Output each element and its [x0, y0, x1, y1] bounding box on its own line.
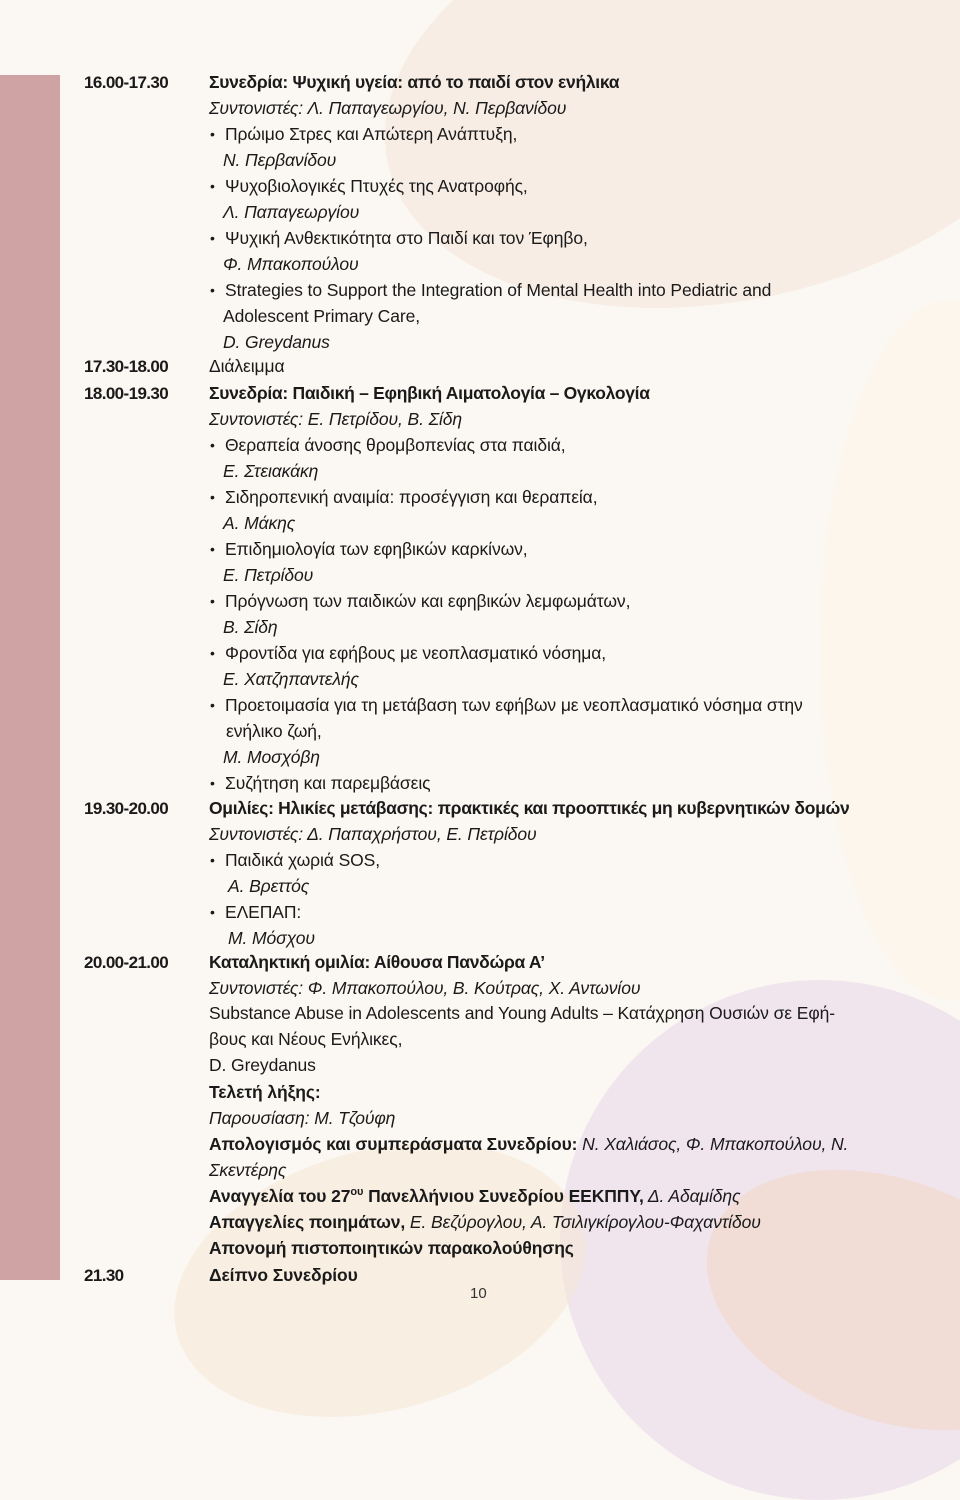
time-slot: 17.30-18.00 — [84, 357, 169, 376]
poems-label: Απαγγελίες ποιημάτων, — [209, 1212, 406, 1232]
certificates-line: Απονομή πιστοποιητικών παρακολούθησης — [209, 1238, 574, 1258]
summary-line — [209, 1134, 848, 1155]
talk-title: • Επιδημιολογία των εφηβικών καρκίνων, — [210, 539, 528, 560]
speaker: Β. Σίδη — [223, 617, 278, 637]
talk-title: • Προετοιμασία για τη μετάβαση των εφήβων με νεοπλασματικό νόσημα στην — [210, 695, 803, 716]
poems-names: Ε. Βεζύρογλου, Α. Τσιλιγκίρογλου-Φαχαντίδου — [405, 1212, 761, 1232]
talk-title: • Ψυχοβιολογικές Πτυχές της Ανατροφής, — [210, 176, 528, 197]
session-coordinators: Συντονιστές: Λ. Παπαγεωργίου, Ν. Περβανίδου — [209, 98, 567, 118]
session-coordinators: Συντονιστές: Δ. Παπαχρήστου, Ε. Πετρίδου — [209, 824, 537, 844]
session-title: Συνεδρία: Ψυχική υγεία: από το παιδί στον ενήλικα — [209, 72, 620, 92]
time-slot: 21.30 — [84, 1266, 124, 1285]
summary-label: Απολογισμός και συμπεράσματα Συνεδρίου: — [209, 1134, 578, 1154]
closing-presentation: Παρουσίαση: Μ. Τζούφη — [209, 1108, 396, 1128]
break-label: Διάλειμμα — [209, 356, 285, 376]
dinner-line: Δείπνο Συνεδρίου — [209, 1265, 358, 1285]
talk-title-continued: βους και Νέους Ενήλικες, — [209, 1029, 403, 1049]
decorative-side-strip — [0, 75, 60, 1280]
time-slot: 18.00-19.30 — [84, 384, 169, 403]
talk-title: • Πρώιμο Στρες και Απώτερη Ανάπτυξη, — [210, 124, 517, 145]
talk-title: • Παιδικά χωριά SOS, — [210, 850, 380, 871]
talk-title: • Strategies to Support the Integration of Mental Health into Pediatric and — [210, 280, 771, 301]
speaker: D. Greydanus — [223, 332, 330, 352]
session-coordinators: Συντονιστές: Ε. Πετρίδου, Β. Σίδη — [209, 409, 463, 429]
speaker: Ε. Πετρίδου — [223, 565, 314, 585]
closing-title: Τελετή λήξης: — [209, 1082, 321, 1102]
talk-title-continued: Adolescent Primary Care, — [223, 306, 420, 326]
time-slot: 19.30-20.00 — [84, 799, 169, 818]
talk-title: • Σιδηροπενική αναιμία: προσέγγιση και θεραπεία, — [210, 487, 597, 508]
poems-line — [209, 1212, 761, 1233]
announcement-label-continued: Πανελλήνιου Συνεδρίου ΕΕΚΠΠΥ, — [363, 1186, 644, 1206]
session-title: Καταληκτική ομιλία: Αίθουσα Πανδώρα Α’ — [209, 952, 545, 972]
speaker: D. Greydanus — [209, 1055, 316, 1075]
session-title: Συνεδρία: Παιδική – Εφηβική Αιματολογία – Ογκολογία — [209, 383, 650, 403]
summary-names: Ν. Χαλιάσος, Φ. Μπακοπούλου, Ν. — [577, 1134, 849, 1154]
background-shape — [820, 300, 960, 1000]
speaker: Λ. Παπαγεωργίου — [223, 202, 360, 222]
speaker: Ε. Χατζηπαντελής — [223, 669, 359, 689]
ordinal-suffix: ου — [350, 1186, 364, 1199]
speaker: Α. Βρεττός — [228, 876, 310, 896]
talk-title: • Πρόγνωση των παιδικών και εφηβικών λεμφωμάτων, — [210, 591, 630, 612]
speaker: Φ. Μπακοπούλου — [223, 254, 359, 274]
talk-title: • Συζήτηση και παρεμβάσεις — [210, 773, 430, 794]
page-number: 10 — [470, 1285, 487, 1302]
talk-title: • Θεραπεία άνοσης θρομβοπενίας στα παιδιά, — [210, 435, 566, 456]
speaker: Μ. Μοσχόβη — [223, 747, 320, 767]
time-slot: 20.00-21.00 — [84, 953, 169, 972]
speaker: Ν. Περβανίδου — [223, 150, 337, 170]
announcement-label: Αναγγελία του 27 — [209, 1186, 351, 1206]
talk-title-continued: ενήλικο ζωή, — [226, 721, 322, 741]
talk-title: • Ψυχική Ανθεκτικότητα στο Παιδί και τον Έφηβο, — [210, 228, 588, 249]
talk-title: • Φροντίδα για εφήβους με νεοπλασματικό νόσημα, — [210, 643, 606, 664]
talk-title: • ΕΛΕΠΑΠ: — [210, 902, 301, 923]
speaker: Α. Μάκης — [223, 513, 296, 533]
speaker: Ε. Στειακάκη — [223, 461, 319, 481]
session-coordinators: Συντονιστές: Φ. Μπακοπούλου, Β. Κούτρας, Χ. Αντωνίου — [209, 978, 641, 998]
talk-title: Substance Abuse in Adolescents and Young Adults – Κατάχρηση Ουσιών σε Εφή- — [209, 1003, 835, 1023]
session-title: Ομιλίες: Ηλικίες μετάβασης: πρακτικές και προοπτικές μη κυβερνητικών δομών — [209, 798, 850, 818]
speaker: Μ. Μόσχου — [228, 928, 315, 948]
announcement-name: Δ. Αδαμίδης — [643, 1186, 741, 1206]
announcement-line — [209, 1186, 740, 1207]
summary-names-continued: Σκεντέρης — [209, 1160, 287, 1180]
time-slot: 16.00-17.30 — [84, 73, 169, 92]
